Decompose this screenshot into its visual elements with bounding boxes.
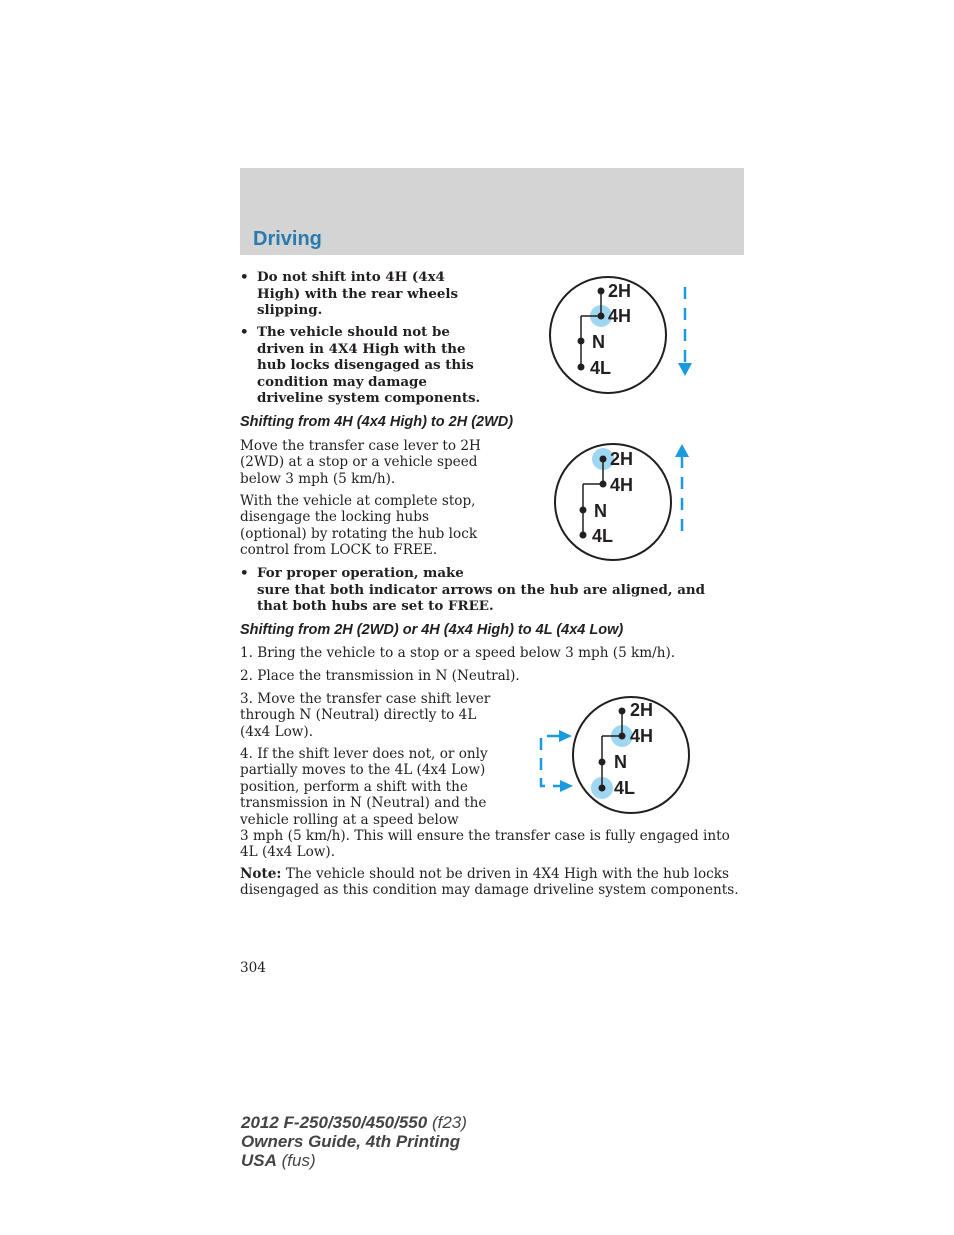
bullet-line: Do not shift into 4H (4x4 — [257, 269, 445, 285]
text-line: Move the transfer case lever to 2H — [240, 438, 481, 454]
position-dot-4l — [599, 785, 606, 792]
bullet-proper-operation — [240, 565, 705, 615]
position-dot-4l — [580, 532, 587, 539]
text-line: partially moves to the 4L (4x4 Low) — [240, 762, 486, 779]
label-4l: 4L — [590, 358, 612, 378]
step-2: 2. Place the transmission in N (Neutral). — [240, 668, 520, 684]
label-4h: 4H — [610, 475, 634, 495]
text-line: (optional) by rotating the hub lock — [240, 525, 478, 542]
label-n: N — [594, 501, 607, 521]
position-dot-4h — [619, 733, 626, 740]
arrow-up-icon — [675, 444, 689, 457]
footer-line-1 — [241, 1113, 467, 1132]
page-number: 304 — [240, 960, 266, 976]
shift-diagram-to-4l — [535, 690, 700, 818]
position-dot-n — [578, 338, 585, 345]
footer-model: 2012 F-250/350/450/550 — [241, 1113, 428, 1132]
text-line: (2WD) at a stop or a vehicle speed — [240, 454, 478, 471]
bullet-item-2 — [240, 324, 481, 407]
text-line: 4L (4x4 Low). — [240, 844, 336, 861]
text-line: control from LOCK to FREE. — [240, 542, 438, 559]
position-dot-2h — [619, 708, 626, 715]
position-dot-4l — [578, 364, 585, 371]
position-dot-n — [599, 759, 606, 766]
step-1: 1. Bring the vehicle to a stop or a speed below 3 mph (5 km/h). — [240, 645, 676, 661]
label-n: N — [592, 332, 605, 352]
note-text: The vehicle should not be driven in 4X4 High with the hub locks — [281, 866, 729, 882]
arrow-down-icon — [678, 363, 692, 376]
label-n: N — [614, 752, 627, 772]
text-line: With the vehicle at complete stop, — [240, 493, 476, 509]
position-dot-2h — [598, 288, 605, 295]
bullet-line: driven in 4X4 High with the — [257, 340, 466, 357]
text-line: vehicle rolling at a speed below — [240, 811, 459, 828]
step-3 — [240, 691, 490, 740]
text-line: 4. If the shift lever does not, or only — [240, 746, 488, 762]
footer-line-3 — [241, 1151, 467, 1170]
footer-code: (f23) — [427, 1113, 467, 1132]
position-dot-n — [580, 507, 587, 514]
label-2h: 2H — [608, 281, 632, 301]
note-paragraph — [240, 866, 739, 899]
label-4l: 4L — [614, 778, 636, 798]
label-4h: 4H — [630, 726, 654, 746]
label-4l: 4L — [592, 526, 614, 546]
paragraph-disengage-hubs — [240, 493, 477, 559]
bullet-line: sure that both indicator arrows on the hub are aligned, and — [257, 581, 705, 598]
note-text: disengaged as this condition may damage driveline system components. — [240, 882, 739, 899]
label-2h: 2H — [610, 449, 634, 469]
text-line: 3 mph (5 km/h). This will ensure the transfer case is fully engaged into — [240, 828, 730, 845]
bullet-line: The vehicle should not be — [257, 324, 450, 340]
text-line: (4x4 Low). — [240, 723, 314, 740]
bullet-line: High) with the rear wheels — [257, 285, 459, 302]
section-title: Driving — [253, 228, 322, 250]
shift-diagram-to-2h-up — [545, 440, 700, 568]
label-2h: 2H — [630, 700, 654, 720]
position-dot-4h — [600, 481, 607, 488]
position-dot-4h — [598, 313, 605, 320]
bullet-dot: • — [240, 565, 249, 581]
footer-line-2: Owners Guide, 4th Printing — [241, 1132, 461, 1151]
bullet-line: For proper operation, make — [257, 565, 464, 581]
text-line: disengage the locking hubs — [240, 509, 429, 526]
text-line: 3. Move the transfer case shift lever — [240, 691, 491, 707]
arrow-right-icon — [559, 730, 572, 742]
position-dot-2h — [600, 456, 607, 463]
bullet-dot: • — [240, 324, 249, 340]
paragraph-move-lever — [240, 438, 481, 487]
bullet-dot: • — [240, 269, 249, 285]
arrow-right-icon — [560, 780, 573, 792]
bracket-arrow-path — [541, 736, 561, 786]
footer-market: USA — [241, 1151, 277, 1170]
bullet-line: that both hubs are set to FREE. — [257, 598, 494, 614]
text-line: through N (Neutral) directly to 4L — [240, 707, 477, 724]
text-line: transmission in N (Neutral) and the — [240, 795, 487, 812]
section-heading-4h-to-2h: Shifting from 4H (4x4 High) to 2H (2WD) — [240, 414, 514, 430]
document-footer — [241, 1113, 467, 1170]
bullet-line: driveline system components. — [257, 390, 481, 406]
label-4h: 4H — [608, 306, 632, 326]
bullet-line: condition may damage — [257, 373, 427, 390]
bullet-item-1 — [240, 269, 459, 319]
footer-market-code: (fus) — [276, 1151, 316, 1170]
text-line: position, perform a shift with the — [240, 778, 468, 795]
note-line-1 — [240, 866, 739, 882]
bullet-line: slipping. — [257, 302, 323, 318]
bullet-line: hub locks disengaged as this — [257, 357, 474, 373]
section-heading-to-4l: Shifting from 2H (2WD) or 4H (4x4 High) to 4L (4x4 Low) — [240, 622, 624, 638]
note-label: Note: — [240, 866, 282, 882]
shift-diagram-4h-to-2h-down — [545, 272, 700, 400]
text-line: below 3 mph (5 km/h). — [240, 470, 396, 487]
